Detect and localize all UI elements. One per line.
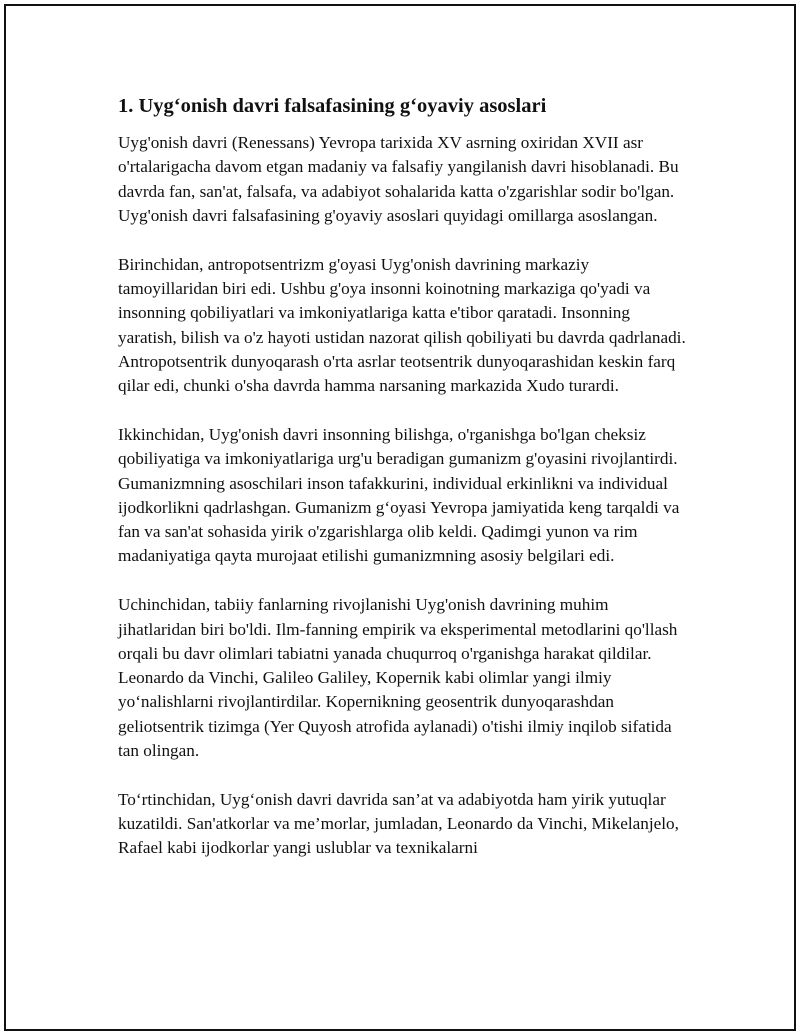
paragraph-intro: Uyg'onish davri (Renessans) Yevropa tarixida XV asrning oxiridan XVII asr o'rtalarigacha davom etgan madaniy va falsafiy yangilanish davri hisoblanadi. Bu davrda fan, san'at, falsafa, va adabiyot sohalarida katta o'zgarishlar sodir bo'lgan. Uyg'onish davri falsafasining g'oyaviy asoslari quyidagi omillarga asoslangan. <box>118 133 679 225</box>
paragraph-third-point: Uchinchidan, tabiiy fanlarning rivojlanishi Uyg'onish davrining muhim jihatlaridan biri bo'ldi. Ilm-fanning empirik va eksperimental metodlarini qo'llash orqali bu davr olimlari tabiatni yanada chuqurroq o'rganishga harakat qildilar. Leonardo da Vinchi, Galileo Galiley, Kopernik kabi olimlar yangi ilmiy yo‘nalishlarni rivojlantirdilar. Kopernikning geosentrik dunyoqarashdan geliotsentrik tizimga (Yer Quyosh atrofida aylanadi) o'tishi ilmiy inqilob sifatida tan olingan. <box>118 595 678 761</box>
paragraph-second-point: Ikkinchidan, Uyg'onish davri insonning bilishga, o'rganishga bo'lgan cheksiz qobiliyatiga va imkoniyatlariga urg'u beradigan gumanizm g'oyasini rivojlantirdi. Gumanizmning asoschilari inson tafakkurini, individual erkinlikni va individual ijodkorlikni qadrlashgan. Gumanizm g‘oyasi Yevropa jamiyatida keng tarqaldi va fan va san'at sohasida yirik o'zgarishlarga olib keldi. Qadimgi yunon va rim madaniyatiga qayta murojaat etilishi gumanizmning asosiy belgilari edi. <box>118 424 680 566</box>
section-heading: 1. Uyg‘onish davri falsafasining g‘oyaviy asoslari <box>118 95 547 117</box>
paragraph-first-point: Birinchidan, antropotsentrizm g'oyasi Uyg'onish davrining markaziy tamoyillaridan biri edi. Ushbu g'oya insonni koinotning markaziga qo'yadi va insonning qobiliyatlari va imkoniyatlariga katta e'tibor qaratadi. Insonning yaratish, bilish va o'z hayoti ustidan nazorat qilish qobiliyati bu davrda qadrlanadi. Antropotsentrik dunyoqarash o'rta asrlar teotsentrik dunyoqarashidan keskin farq qilar edi, chunki o'sha davrda hamma narsaning markazida Xudo turardi. <box>118 254 686 396</box>
paragraph-fourth-point: To‘rtinchidan, Uyg‘onish davri davrida san’at va adabiyotda ham yirik yutuqlar kuzatildi. San'atkorlar va me’morlar, jumladan, Leonardo da Vinchi, Mikelanjelo, Rafael kabi ijodkorlar yangi uslublar va texnikalarni <box>118 789 679 858</box>
document-body <box>118 92 690 861</box>
